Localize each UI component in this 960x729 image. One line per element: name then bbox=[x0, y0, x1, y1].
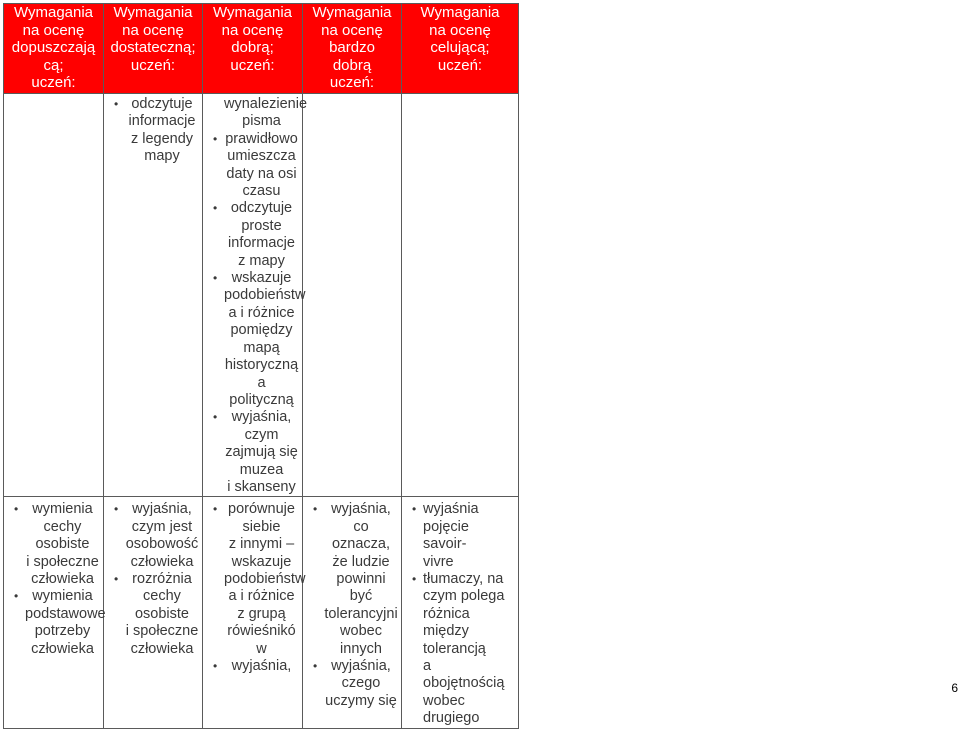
page-number: 6 bbox=[951, 681, 958, 695]
bullet-icon: • bbox=[213, 131, 218, 146]
header-row bbox=[4, 4, 519, 94]
list-item bbox=[313, 501, 398, 658]
requirements-table bbox=[3, 3, 519, 729]
header-dopuszczajaca: Wymagania na ocenę dopuszczają cą; uczeń: bbox=[4, 4, 104, 94]
cell-content bbox=[402, 497, 518, 727]
cell-content bbox=[104, 94, 202, 166]
item-text: wyjaśnia pojęcie savoir- vivre bbox=[423, 501, 479, 570]
list-item bbox=[114, 96, 199, 166]
list-item bbox=[213, 131, 299, 201]
bullet-icon: • bbox=[14, 589, 19, 604]
table-cell bbox=[4, 94, 104, 497]
cell-content bbox=[104, 497, 202, 658]
item-text: wyjaśnia, czym zajmują się muzea i skanseny bbox=[225, 409, 298, 495]
item-text: wynalezienie pisma bbox=[224, 96, 308, 130]
cell-content bbox=[303, 94, 401, 96]
table-cell bbox=[303, 94, 402, 497]
table-cell bbox=[402, 94, 519, 497]
item-text: wyjaśnia, co oznacza, że ludzie powinni być tolerancyjni wobec innych bbox=[324, 501, 398, 657]
item-text: tłumaczy, na czym polega różnica między tolerancją a obojętnością wobec drugiego bbox=[423, 570, 505, 727]
item-text: wymienia cechy osobiste i społeczne człowieka bbox=[26, 501, 99, 587]
item-text: wyjaśnia, bbox=[231, 658, 292, 674]
list-item bbox=[114, 571, 199, 658]
bullet-icon: • bbox=[14, 502, 19, 517]
list-item bbox=[14, 501, 100, 588]
list-item bbox=[213, 200, 299, 270]
item-text: odczytuje proste informacje z mapy bbox=[228, 200, 295, 269]
bullet-icon: • bbox=[213, 410, 218, 425]
cell-content bbox=[303, 497, 401, 710]
cell-content bbox=[203, 497, 306, 675]
item-text: wymienia podstawowe potrzeby człowieka bbox=[25, 588, 106, 657]
bullet-icon: • bbox=[412, 502, 417, 517]
bullet-icon: • bbox=[313, 502, 318, 517]
bullet-icon: • bbox=[213, 201, 218, 216]
bullet-icon: • bbox=[114, 571, 119, 586]
item-text: wskazuje podobieństw a i różnice pomiędzy mapą historyczną a polityczną bbox=[224, 270, 306, 408]
item-text: rozróżnia cechy osobiste i społeczne człowieka bbox=[125, 570, 199, 657]
list-item bbox=[412, 501, 515, 571]
item-text: prawidłowo umieszcza daty na osi czasu bbox=[225, 130, 298, 200]
cell-content bbox=[4, 497, 106, 658]
bullet-icon: • bbox=[213, 271, 218, 286]
item-text: wyjaśnia, czym jest osobowość człowieka bbox=[125, 501, 199, 570]
item-text: porównuje siebie z innymi – wskazuje podobieństw a i różnice z grupą rówieśnikó w bbox=[224, 501, 306, 657]
table-cell bbox=[203, 94, 308, 497]
table-cell bbox=[303, 497, 402, 728]
list-item bbox=[213, 409, 299, 496]
list-item bbox=[412, 571, 515, 728]
table-cell bbox=[104, 497, 203, 728]
bullet-icon: • bbox=[313, 659, 318, 673]
header-bardzo-dobra: Wymagania na ocenę bardzo dobrą uczeń: bbox=[303, 4, 402, 94]
cell-content bbox=[203, 94, 308, 496]
table-row bbox=[4, 497, 519, 728]
bullet-icon: • bbox=[114, 502, 119, 517]
table-cell bbox=[104, 94, 203, 497]
cell-content bbox=[402, 94, 518, 96]
list-item bbox=[213, 270, 306, 409]
list-item bbox=[14, 588, 106, 658]
list-item bbox=[213, 501, 306, 658]
list-item bbox=[213, 96, 308, 131]
table-cell bbox=[402, 497, 519, 728]
table-cell bbox=[4, 497, 104, 728]
bullet-icon: • bbox=[114, 97, 119, 111]
header-dostateczna: Wymagania na ocenę dostateczną; uczeń: bbox=[104, 4, 203, 94]
header-dobra: Wymagania na ocenę dobrą; uczeń: bbox=[203, 4, 303, 94]
list-item bbox=[114, 501, 199, 571]
bullet-icon: • bbox=[213, 502, 218, 517]
header-celujaca: Wymagania na ocenę celującą; uczeń: bbox=[402, 4, 519, 94]
item-text: wyjaśnia, czego uczymy się bbox=[325, 658, 397, 709]
table-cell bbox=[203, 497, 306, 728]
cell-content bbox=[4, 94, 103, 96]
table-row bbox=[4, 94, 519, 497]
bullet-icon: • bbox=[213, 659, 218, 673]
list-item bbox=[313, 658, 398, 710]
bullet-icon: • bbox=[412, 571, 417, 586]
list-item bbox=[213, 658, 299, 675]
item-text: odczytuje informacje z legendy mapy bbox=[128, 96, 196, 165]
